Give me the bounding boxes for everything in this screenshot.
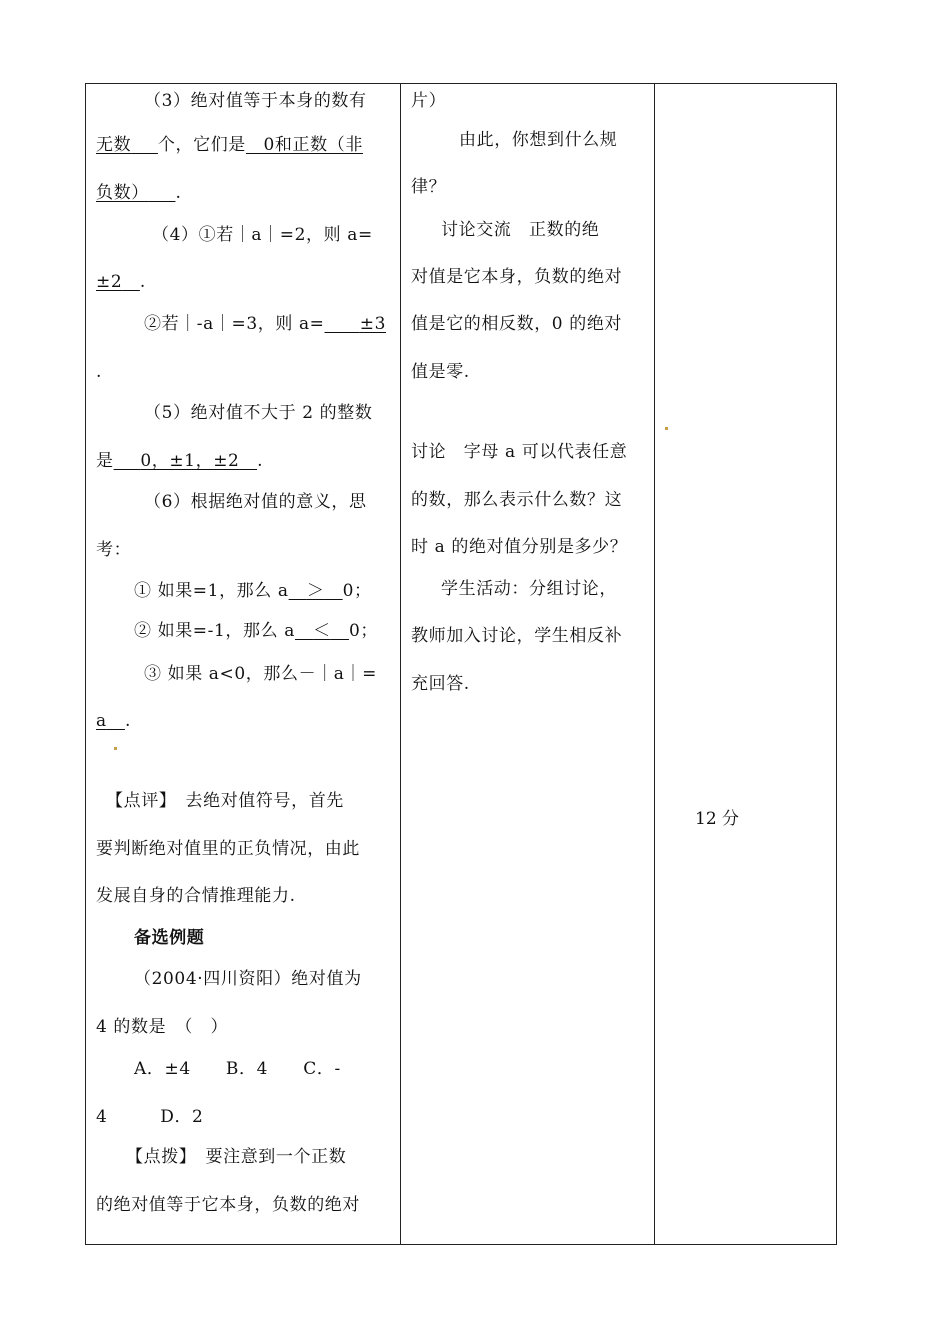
- text-line: a .: [96, 711, 131, 731]
- text-line: 讨论 字母 a 可以代表任意: [411, 442, 628, 462]
- lesson-table: [85, 83, 837, 1245]
- text-line: 考：: [96, 540, 132, 560]
- answer-blank: a: [96, 711, 107, 731]
- text-line: .: [96, 362, 103, 382]
- text-line: 学生活动：分组讨论，: [441, 579, 617, 599]
- speck: [114, 747, 117, 750]
- review-text: 发展自身的合情推理能力.: [96, 886, 296, 906]
- text-line: 对值是它本身，负数的绝对: [411, 267, 623, 287]
- text-line: ②若｜-a｜=3，则 a= ±3: [144, 314, 386, 334]
- text-line: （4）①若｜a｜=2，则 a=: [152, 225, 373, 245]
- text-line: （5）绝对值不大于 2 的整数: [144, 403, 373, 423]
- text-line: ③ 如果 a<0，那么－｜a｜=: [144, 664, 377, 684]
- review-text: 【点评】 去绝对值符号，首先: [106, 791, 344, 811]
- text-line: 值是零.: [411, 362, 470, 382]
- text-line: 4 的数是 （ ）: [96, 1017, 229, 1037]
- text-line: 由此，你想到什么规: [459, 130, 618, 150]
- answer-blank: 无数: [96, 135, 132, 155]
- answer-options: 4 D．2: [96, 1107, 204, 1127]
- text-line: ② 如果=-1，那么 a ＜ 0；: [134, 621, 378, 641]
- text-line: （2004·四川资阳）绝对值为: [134, 969, 362, 989]
- text-line: 负数） .: [96, 183, 182, 203]
- time-allocation: 12 分: [695, 809, 740, 829]
- content-column: [86, 84, 401, 1244]
- activity-column: [401, 84, 655, 1244]
- text-line: （6）根据绝对值的意义，思: [144, 492, 367, 512]
- answer-options: A．±4 B．4 C．-: [134, 1059, 341, 1079]
- answer-blank: 负数）: [96, 183, 149, 203]
- text-line: 片）: [411, 91, 447, 111]
- answer-blank: ＞: [306, 581, 325, 601]
- text-line: 值是它的相反数，0 的绝对: [411, 314, 623, 334]
- text-line: 讨论交流 正数的绝: [441, 220, 600, 240]
- hint-text: 的绝对值等于它本身，负数的绝对: [96, 1195, 360, 1215]
- answer-blank: 0和正数（非: [263, 135, 363, 155]
- speck: [665, 427, 668, 430]
- answer-blank: ＜: [313, 621, 331, 641]
- review-text: 要判断绝对值里的正负情况，由此: [96, 839, 360, 859]
- text-line: 的数，那么表示什么数？这: [411, 490, 623, 510]
- answer-blank: ±2: [96, 272, 123, 292]
- text-line: 无数 个，它们是 0和正数（非: [96, 135, 363, 155]
- text-line: 教师加入讨论，学生相反补: [411, 626, 623, 646]
- text-line: 时 a 的绝对值分别是多少？: [411, 537, 628, 557]
- text-line: 律？: [411, 177, 447, 197]
- answer-blank: 0，±1，±2: [140, 451, 240, 471]
- text-line: ① 如果=1，那么 a ＞ 0；: [134, 581, 372, 601]
- section-heading: 备选例题: [134, 928, 205, 948]
- text-line: ±2 .: [96, 272, 146, 292]
- text-line: 充回答.: [411, 674, 470, 694]
- text-line: 是 0，±1，±2 .: [96, 451, 264, 471]
- text-line: （3）绝对值等于本身的数有: [144, 91, 367, 111]
- answer-blank: ±3: [359, 314, 386, 334]
- hint-text: 【点拨】 要注意到一个正数: [126, 1147, 347, 1167]
- time-column: [655, 84, 836, 1244]
